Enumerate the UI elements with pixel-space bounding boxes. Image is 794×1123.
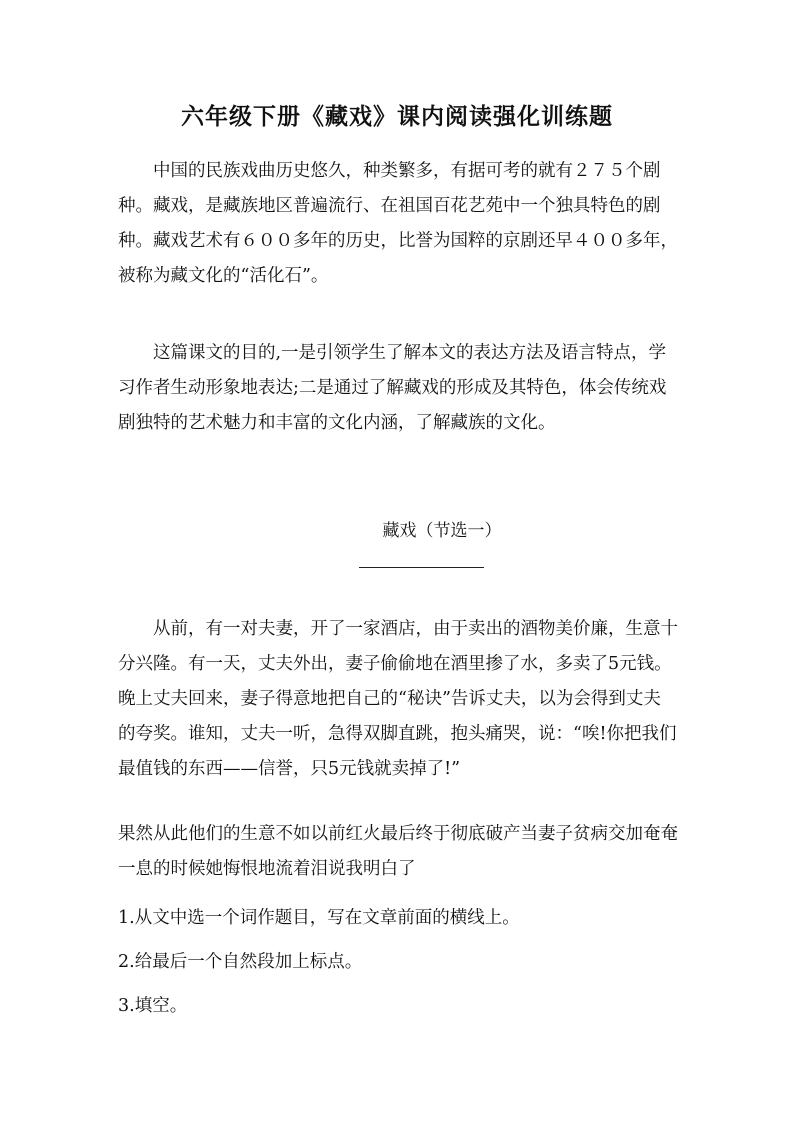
intro-paragraph: 这篇课文的目的,一是引领学生了解本文的表达方法及语言特点，学习作者生动形象地表达;二是通过了解藏戏的形成及其特色，体会传统戏剧独特的艺术魅力和丰富的文化内涵，了解藏族的文化。 [118, 343, 667, 433]
question-item: 2.给最后一个自然段加上标点。 [118, 952, 363, 972]
question-item: 3.填空。 [118, 996, 188, 1016]
document-title: 六年级下册《藏戏》课内阅读强化训练题 [181, 103, 613, 130]
question-item: 1.从文中选一个词作题目，写在文章前面的横线上。 [118, 908, 520, 928]
intro-paragraph: 中国的民族戏曲历史悠久，种类繁多，有据可考的就有２７５个剧种。藏戏，是藏族地区普遍流行、在祖国百花艺苑中一个独具特色的剧种。藏戏艺术有６００多年的历史，比誉为国粹的京剧还早４００多年，被称为藏文化的“活化石”。 [118, 161, 678, 286]
story-paragraph: 从前，有一对夫妻，开了一家酒店，由于卖出的酒物美价廉，生意十分兴隆。有一天，丈夫外出，妻子偷偷地在酒里掺了水，多卖了5元钱。晚上丈夫回来，妻子得意地把自己的“秘诀”告诉丈夫，以为会得到丈夫的夸奖。谁知，丈夫一听，急得双脚直跳，抱头痛哭，说：“唉!你把我们最值钱的东西——信誉，只5元钱就卖掉了!” [118, 619, 678, 779]
story-title: 藏戏（节选一） [382, 521, 502, 541]
answer-blank-line [359, 567, 484, 568]
unpunctuated-paragraph: 果然从此他们的生意不如以前红火最后终于彻底破产当妻子贫病交加奄奄一息的时候她悔恨地流着泪说我明白了 [118, 824, 678, 879]
